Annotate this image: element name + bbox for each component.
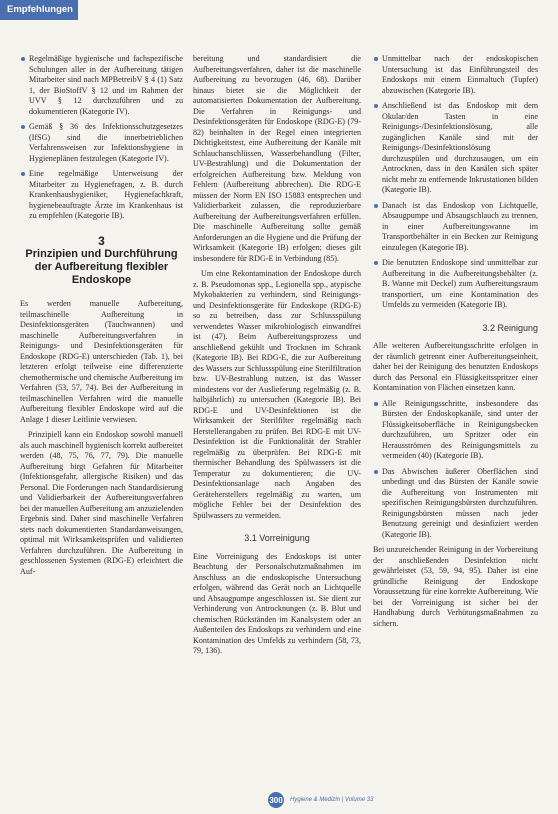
page-number: 300 [268,792,284,808]
list-item: Alle Reinigungsschritte, insbesondere das Bürsten der Endoskopkanäle, sind unter der Flüssigkeitsoberfläche in Reinigungsbecken durchzuführen, um Spritzer oder ein Herausströmen des Reinigungsmittels zu vermeiden (40) (Kategorie IB). [373,399,538,462]
journal-name: Hygiene & Medizin | Volume 33 [290,797,374,803]
subsection-heading: 3.1 Vorreinigung [244,533,310,543]
list-item: Das Abwischen äußerer Oberflächen sind unbedingt und das Bürsten der Kanäle sowie die Aufbereitung von Instrumenten mit spezifischen Reinigungsbürsten durchzuführen. Reinigungsbürsten müssen nach jeder Benutzung gereinigt und desinfiziert werden (Kategorie IB). [373,467,538,541]
paragraph: bereitung und standardisiert die Aufbereitungsverfahren, daher ist die maschinelle Aufbereitung zu bevorzugen (46, 68). Darüber hinaus bietet sie die Möglichkeit der automatisierten Dokumentation der Aufbereitung. Die Verfahren in Reinigungs- und Desinfektionsgeräten für Endoskope (RDG-E) (79-82) beinhalten in der Regel einen integrierten Dichtigkeitstest, eine Aufbereitung der Kanäle mit Schlauchanschlüssen, Wasserbehandlung (Filter, UV-Bestrahlung) und die Dokumentation der erfolgreichen Aufbereitung bzw. Meldung von Fehlern (Aufbereitung abbrechen). Die RDG-E müssen der Norm EN ISO 15883 entsprechen und Validierbarkeit zulassen, die reproduzierbare Aufbereitung der Aufbereitungsverfahren erfüllen. Die maschinelle Aufbereitung sollte gemäß Anforderungen an die Hygiene und die Prüfung der Wirksamkeit (Kategorie IB) erfolgen; dieses gilt insbesondere für RDG-E in Verbindung (85). [193,54,361,263]
subsection-heading: 3.2 Reinigung [482,322,538,333]
list-item: Regelmäßige hygienische und fachspezifische Schulungen aller in der Aufbereitung tätigen Mitarbeiter sind nach MPBetreibV § 4 (1) Satz 1, der BioStoffV § 12 und im Rahmen der UVV § 12 durchzuführen und zu dokumentieren (Kategorie IV). [20,54,183,117]
paragraph: Um eine Rekontamination der Endoskope durch z. B. Pseudomonas spp., Legionella spp., atypische Mykobakterien zu verhindern, sind Reinigungs- und Desinfektionsgeräte für Endoskope (RDG-E) so zu betreiben, dass zur Schlussspülung verwendetes Wasser mikrobiologisch einwandfrei ist (47). Beim Aufbereitungsprozess und anschließend gekühlt und Trocknen im Schrank (Kategorie IB). Bei RDG-E, die zur Aufbereitung des Wassers zur Schlussspülung eine Sterilfiltration bzw. UV-Bestrahlung nutzen, ist das Wasser mindestens vor der Auslieferung regelmäßig (z. B. halbjährlich) zu untersuchen (Kategorie IB). Bei RDG-E und UV-Desinfektionen ist die Wirksamkeit der Sterilfilter regelmäßig nach Herstellerangaben zu prüfen. Bei RDG-E mit UV-Desinfektion ist die Funktionalität der Strahler regelmäßig zu überprüfen. Bei RDG-E mit thermischer Behandlung des Spülwassers ist die Temperatur zu dokumentieren; die UV-Desinfektionsanlage nach Angaben des Geräteherstellers regelmäßig zu warten, um mögliche Fehler bei der Desinfektion des Spülwassers zu vermeiden. [193,269,361,520]
list-item: Unmittelbar nach der endoskopischen Untersuchung ist das Einführungsteil des Endoskops mit einem Einmaltuch (Tupfer) abzuwischen (Kategorie IB). [373,54,538,96]
section-header-tab: Empfehlungen [0,0,78,20]
section-number: 3 [98,233,105,248]
paragraph: Alle weiteren Aufbereitungsschritte erfolgen in der räumlich getrennt einer Aufbereitungseinheit, daher bei der Reinigung des benutzten Endoskops durch das Personal ein Flüssigkeitsspritzer einer Kontamination von Flächen einsetzen kann. [373,341,538,392]
column-1 [20,54,183,582]
list-item: Danach ist das Endoskop von Lichtquelle, Absaugpumpe und Absaugschlauch zu trennen, in einer Aufbereitungswanne im Transportbehälter in ein Becken zur Reinigung einzulegen (Kategorie IB). [373,201,538,254]
paragraph: Prinzipiell kann ein Endoskop sowohl manuell als auch maschinell hygienisch korrekt aufbereitet werden (48, 75, 76, 77, 79). Die manuelle Aufbereitung birgt Gefahren für Mitarbeiter (Infektionsgefahr, allergische Risiken) und das Personal. Die Forderungen nach Standardisierung und Validierbarkeit der Aufbereitungsverfahren bei der manuellen Aufbereitung am anzuzielenden Ergebnis sind. Daher sind maschinelle Verfahren stets nach dokumentierten Standardanweisungen, optimal mit Wirksamkeitsprüfen und validierten Verfahren durchzuführen. Die Aufbereitung in geschlossenen Systemen (RDG-E) erleichtert die Auf- [20,430,183,576]
paragraph: Es werden manuelle Aufbereitung, teilmaschinelle Aufbereitung in Desinfektionsgeräten (Tauchwannen) und maschinelle Aufbereitungsverfahren in Reinigungs- und Desinfektionsgeräten für Endoskope (RDG-E) unterschieden (Tab. 1), bei letzteren erfolgt teilweise eine differenzierte chemothermische und chemische Aufbereitung im Verfahren (53, 57, 74). Bei der Aufbereitung in teilmaschinellen Verfahren wird die manuelle Aufbereitung flexibler Endoskope wird auf die Anlage 1 dieser Leitlinie verwiesen. [20,299,183,424]
section-title: Prinzipien und Durchführung der Aufbereitung flexibler Endoskope [25,248,178,286]
paragraph: Eine Vorreinigung des Endoskops ist unter Beachtung der Personalschutzmaßnahmen im Anschluss an die endoskopische Untersuchung erfolgen, während das Gerät noch an Lichtquelle und Absaugpumpe angeschlossen ist. Sie dient zur Verhinderung von Antrocknungen (z. B. Blut und chemischen Rückständen im Kanalsystem oder an Außenteilen des Endoskops zu verhindern und eine Kontamination des Umfelds zu verhindern (58, 73, 79, 136). [193,551,361,655]
page-footer [268,792,373,808]
list-item: Anschließend ist das Endoskop mit dem Okular/den Tasten in eine Reinigungs-/Desinfektionslösung, alle zugänglichen Kanäle sind mit der Reinigungs-/Desinfektionslösung durchzuspülen und durchzusaugen, um ein Antrocknen, dass in den Kanälen sich später nicht mehr zu entfernende Inkrustationen bilden (Kategorie IB). [373,101,538,196]
column-3 [373,54,538,634]
list-item: Gemäß § 36 des Infektionsschutzgesetzes (IfSG) sind die innerbetrieblichen Verfahrensweisen zur Infektionshygiene in Hygieneplänen festzulegen (Kategorie IV). [20,122,183,164]
column-2 [193,54,361,662]
bullet-list [373,54,538,311]
bullet-list [373,399,538,541]
paragraph: Bei unzureichender Reinigung in der Vorbereitung der anschließenden Desinfektion nicht gewährleistet (53, 59, 94, 95). Daher ist eine gründliche Reinigung der Endoskope Voraussetzung für eine korrekte Aufbereitung. Wie bei der Vorreinigung ist sicher bei der Handhabung durch Verhütungsmaßnahmen zu sichern. [373,545,538,628]
list-item: Eine regelmäßige Unterweisung der Mitarbeiter zu Hygienefragen, z. B. durch Krankenhaushygieniker, Hygienefachkraft, hygienebeauftragte Ärzte im Krankenhaus ist zu empfehlen (Kategorie IB). [20,169,183,222]
bullet-list [20,54,183,222]
list-item: Die benutzten Endoskope sind unmittelbar zur Aufbereitung in die Aufbereitungsbehälter (z. B. Wanne mit Deckel) zum Aufbereitungsraum transportiert, um eine Kontamination des Umfelds zu vermeiden (Kategorie IB). [373,258,538,311]
